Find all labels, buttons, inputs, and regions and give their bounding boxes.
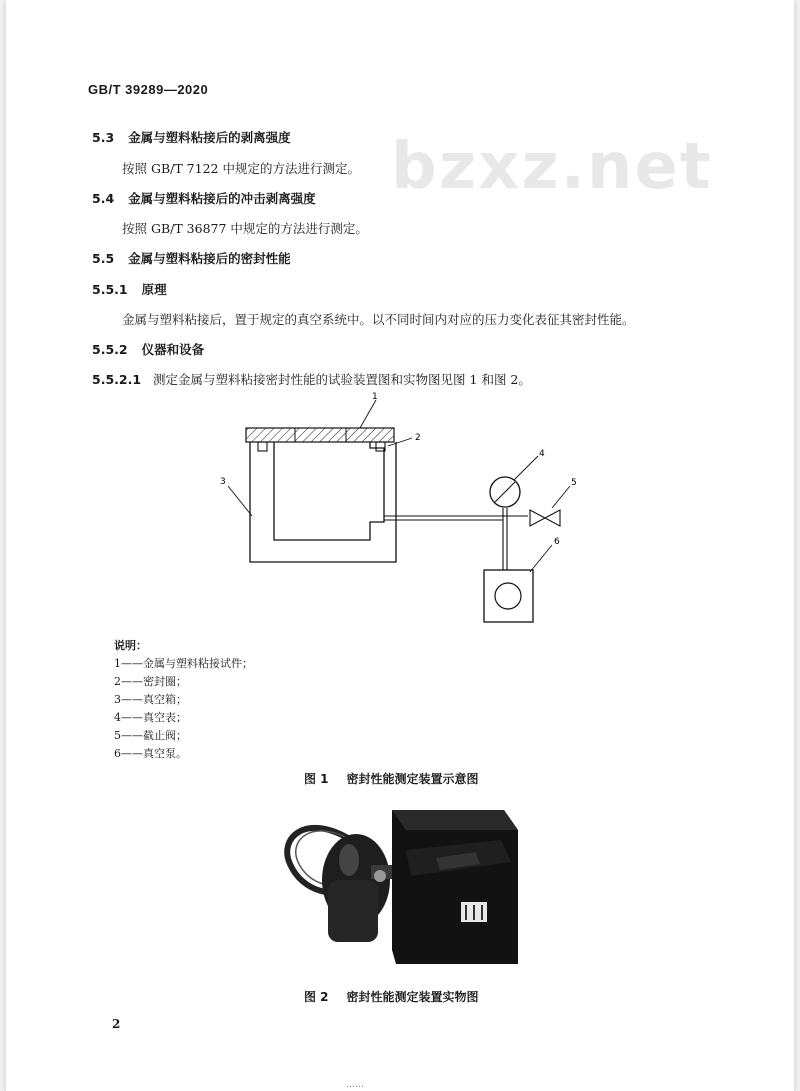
paragraph-5-4: 按照 GB/T 36877 中规定的方法进行测定。 — [122, 221, 368, 236]
legend-item: 3——真空箱； — [114, 693, 187, 706]
caption-title: 密封性能测定装置实物图 — [346, 990, 479, 1004]
section-title: 仪器和设备 — [141, 342, 205, 357]
vacuum-box-photo — [392, 810, 518, 964]
legend-item: 6——真空泵。 — [114, 747, 187, 760]
section-title: 原理 — [141, 282, 167, 297]
section-title: 金属与塑料粘接后的密封性能 — [128, 251, 291, 266]
paragraph-text: 测定金属与塑料粘接密封性能的试验装置图和实物图见图 1 和图 2。 — [153, 372, 531, 387]
document-page — [6, 0, 794, 1091]
callout-4: 4 — [539, 449, 545, 459]
figure2-photo — [6, 0, 794, 990]
caption-number: 图 1 — [304, 772, 329, 786]
legend-title: 说明： — [114, 639, 147, 652]
paragraph-5-5-1: 金属与塑料粘接后，置于规定的真空系统中。以不同时间内对应的压力变化表征其密封性能。 — [122, 312, 635, 327]
section-number: 5.4 — [92, 191, 115, 206]
section-number: 5.3 — [92, 130, 115, 145]
legend-item: 5——截止阀； — [114, 729, 187, 742]
legend-item: 1——金属与塑料粘接试件； — [114, 657, 253, 670]
valve-fitting — [374, 870, 386, 882]
section-title: 金属与塑料粘接后的剥离强度 — [128, 130, 291, 145]
caption-number: 图 2 — [304, 990, 329, 1004]
callout-1: 1 — [372, 392, 378, 402]
caption-title: 密封性能测定装置示意图 — [346, 772, 479, 786]
section-number: 5.5.2.1 — [92, 372, 142, 387]
standard-number: GB/T 39289—2020 — [88, 82, 209, 97]
section-title: 金属与塑料粘接后的冲击剥离强度 — [128, 191, 316, 206]
callout-5: 5 — [571, 478, 577, 488]
section-number: 5.5 — [92, 251, 115, 266]
paragraph-5-3: 按照 GB/T 7122 中规定的方法进行测定。 — [122, 161, 360, 176]
footer-mark: …… — [346, 1080, 364, 1090]
callout-2: 2 — [415, 433, 421, 443]
callout-6: 6 — [554, 537, 560, 547]
page-number: 2 — [112, 1017, 121, 1031]
legend-item: 2——密封圈； — [114, 675, 187, 688]
watermark: bzxz.net — [391, 130, 713, 204]
section-number: 5.5.2 — [92, 342, 128, 357]
callout-3: 3 — [220, 477, 226, 487]
figure2-caption — [304, 988, 479, 1005]
legend-item: 4——真空表； — [114, 711, 187, 724]
section-number: 5.5.1 — [92, 282, 128, 297]
